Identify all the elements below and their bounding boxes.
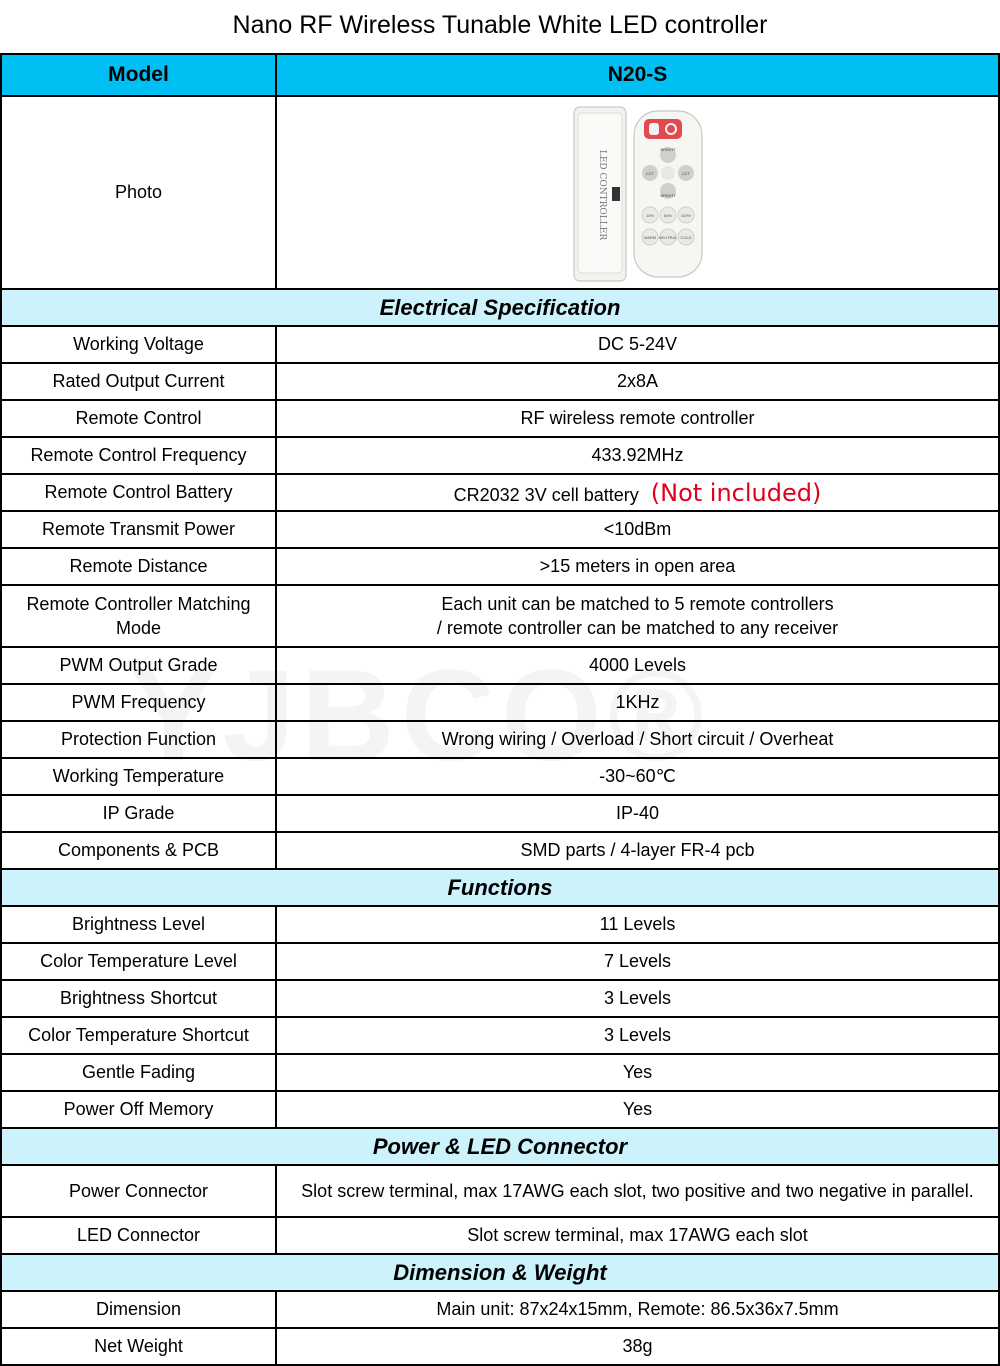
section-title: Dimension & Weight (1, 1254, 999, 1291)
spec-key: Brightness Shortcut (1, 980, 276, 1017)
photo-label: Photo (1, 96, 276, 289)
table-row (1, 647, 999, 684)
table-row (1, 511, 999, 548)
table-row (1, 1017, 999, 1054)
table-header-row (1, 54, 999, 96)
section-electrical (1, 289, 999, 326)
section-title: Power & LED Connector (1, 1128, 999, 1165)
spec-key: Components & PCB (1, 832, 276, 869)
spec-key: Protection Function (1, 721, 276, 758)
model-value: N20-S (276, 54, 999, 96)
controller-and-remote-image (568, 103, 708, 283)
spec-value: DC 5-24V (276, 326, 999, 363)
table-row (1, 474, 999, 511)
spec-key: PWM Frequency (1, 684, 276, 721)
section-title: Functions (1, 869, 999, 906)
spec-key: Working Temperature (1, 758, 276, 795)
spec-value: 7 Levels (276, 943, 999, 980)
table-row (1, 980, 999, 1017)
spec-value-line: / remote controller can be matched to any receiver (436, 618, 839, 638)
b100-text: 100% (680, 212, 691, 218)
spec-value: Slot screw terminal, max 17AWG each slot, two positive and two negative in parallel. (276, 1165, 999, 1217)
controller-label-text: LED CONTROLLER (596, 149, 607, 240)
table-row (1, 585, 999, 647)
table-row (1, 684, 999, 721)
table-row (1, 1165, 999, 1217)
cct-left-text: CCT (645, 170, 654, 176)
spec-key: Remote Control (1, 400, 276, 437)
spec-value: 4000 Levels (276, 647, 999, 684)
spec-value: 3 Levels (276, 980, 999, 1017)
spec-key: Dimension (1, 1291, 276, 1328)
bright-down-text: BRIGHT (659, 192, 676, 198)
photo-row (1, 96, 999, 289)
b50-text: 50% (663, 212, 672, 218)
spec-key: Working Voltage (1, 326, 276, 363)
spec-value: 433.92MHz (276, 437, 999, 474)
spec-value-cell (276, 474, 999, 511)
spec-key: Color Temperature Shortcut (1, 1017, 276, 1054)
spec-table (0, 53, 1000, 1366)
spec-value: 2x8A (276, 363, 999, 400)
bright-up-text: BRIGHT (659, 146, 676, 152)
spec-key: Power Off Memory (1, 1091, 276, 1128)
table-row (1, 548, 999, 585)
page-title: Nano RF Wireless Tunable White LED controller (232, 11, 768, 39)
product-photo (568, 103, 708, 283)
spec-value: >15 meters in open area (276, 548, 999, 585)
section-functions (1, 869, 999, 906)
table-row (1, 906, 999, 943)
spec-key: Remote Control Battery (1, 474, 276, 511)
spec-key: Gentle Fading (1, 1054, 276, 1091)
not-included-note: (Not included) (650, 478, 822, 507)
model-label: Model (1, 54, 276, 96)
spec-key: Remote Control Frequency (1, 437, 276, 474)
table-row (1, 1091, 999, 1128)
spec-value: 11 Levels (276, 906, 999, 943)
table-row (1, 326, 999, 363)
spec-value: CR2032 3V cell battery (453, 484, 639, 505)
cold-text: COLD (679, 234, 692, 240)
spec-value: <10dBm (276, 511, 999, 548)
spec-value: RF wireless remote controller (276, 400, 999, 437)
table-row (1, 721, 999, 758)
photo-cell (276, 96, 999, 289)
spec-value: 38g (276, 1328, 999, 1365)
neutral-text: NEUTRAL (658, 234, 677, 240)
section-title: Electrical Specification (1, 289, 999, 326)
section-dimension (1, 1254, 999, 1291)
spec-value: Wrong wiring / Overload / Short circuit / Overheat (276, 721, 999, 758)
spec-key: Remote Controller Matching Mode (1, 585, 276, 647)
spec-value: Slot screw terminal, max 17AWG each slot (276, 1217, 999, 1254)
spec-value: IP-40 (276, 795, 999, 832)
spec-value: Yes (276, 1091, 999, 1128)
table-row (1, 1054, 999, 1091)
b10-text: 10% (645, 212, 654, 218)
spec-value-line: Each unit can be matched to 5 remote controllers (441, 594, 834, 614)
spec-key: Brightness Level (1, 906, 276, 943)
table-row (1, 832, 999, 869)
spec-key: IP Grade (1, 795, 276, 832)
spec-value: -30~60℃ (276, 758, 999, 795)
spec-key: Rated Output Current (1, 363, 276, 400)
table-row (1, 1291, 999, 1328)
table-row (1, 795, 999, 832)
table-row (1, 437, 999, 474)
table-row (1, 1328, 999, 1365)
spec-value-cell (276, 585, 999, 647)
spec-value: Main unit: 87x24x15mm, Remote: 86.5x36x7.5mm (276, 1291, 999, 1328)
spec-key: Remote Transmit Power (1, 511, 276, 548)
spec-value: Yes (276, 1054, 999, 1091)
spec-value: 3 Levels (276, 1017, 999, 1054)
table-row (1, 1217, 999, 1254)
spec-key: Remote Distance (1, 548, 276, 585)
spec-key: PWM Output Grade (1, 647, 276, 684)
table-row (1, 943, 999, 980)
spec-value: SMD parts / 4-layer FR-4 pcb (276, 832, 999, 869)
spec-value: 1KHz (276, 684, 999, 721)
section-power (1, 1128, 999, 1165)
spec-key: Power Connector (1, 1165, 276, 1217)
spec-key: Color Temperature Level (1, 943, 276, 980)
warm-text: WARM (643, 234, 656, 240)
table-row (1, 758, 999, 795)
spec-key: Net Weight (1, 1328, 276, 1365)
table-row (1, 363, 999, 400)
table-row (1, 400, 999, 437)
spec-key: LED Connector (1, 1217, 276, 1254)
cct-right-text: CCT (681, 170, 690, 176)
